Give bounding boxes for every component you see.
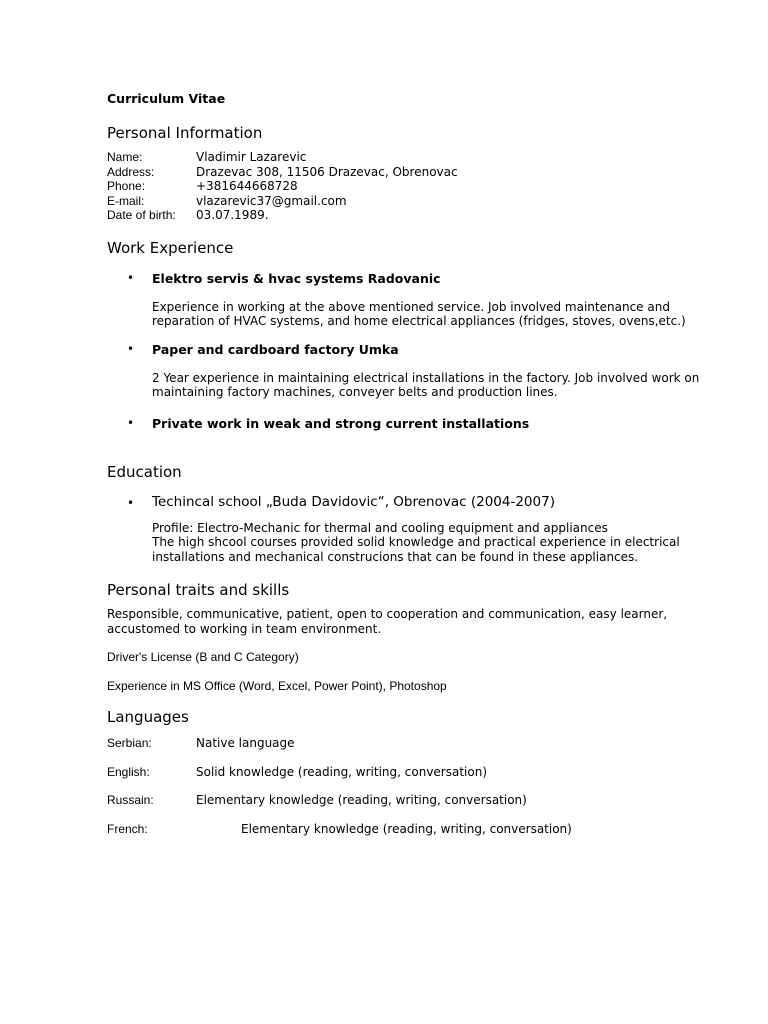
work-experience-heading: Work Experience: [107, 238, 234, 257]
info-value: vlazarevic37@gmail.com: [196, 193, 347, 208]
education-line: The high shcool courses provided solid knowledge and practical experience in electrical: [152, 535, 680, 549]
bullet: •: [127, 495, 135, 510]
traits-paragraph: [107, 607, 727, 636]
bullet: •: [127, 270, 135, 285]
languages-heading: Languages: [107, 708, 189, 726]
language-row-french: [107, 822, 727, 837]
cv-page: [107, 91, 727, 836]
language-row-serbian: [107, 736, 727, 751]
education-line: installations and mechanical construcions that can be found in these appliances.: [152, 549, 639, 564]
language-label: English:: [107, 764, 150, 779]
job-title: Paper and cardboard factory Umka: [152, 341, 399, 357]
languages-table: [107, 736, 727, 836]
language-level: Elementary knowledge (reading, writing, conversation): [241, 821, 572, 836]
education-item: [107, 494, 727, 565]
info-row-dob: [107, 208, 727, 223]
language-row-english: [107, 765, 727, 780]
bullet: •: [127, 415, 135, 430]
job-description-line: 2 Year experience in maintaining electrical installations in the factory. Job involved work on: [152, 370, 700, 385]
document-title: Curriculum Vitae: [107, 91, 226, 106]
info-value: Vladimir Lazarevic: [196, 150, 307, 164]
job-description-line: maintaining factory machines, conveyer belts and production lines.: [152, 385, 558, 399]
education-description: [152, 521, 727, 565]
job-description-line: Experience in working at the above mentioned service. Job involved maintenance and: [152, 299, 670, 314]
traits-line: Responsible, communicative, patient, open to cooperation and communication, easy learner,: [107, 607, 668, 621]
job-description: [152, 371, 727, 400]
job-description-line: reparation of HVAC systems, and home electrical appliances (fridges, stoves, ovens,etc.): [152, 314, 686, 328]
drivers-license: Driver's License (B and C Category): [107, 650, 299, 664]
software-skills: Experience in MS Office (Word, Excel, Power Point), Photoshop: [107, 678, 447, 693]
traits-line: accustomed to working in team environment.: [107, 621, 382, 636]
info-row-email: [107, 194, 727, 209]
job-title: Elektro servis & hvac systems Radovanic: [152, 270, 441, 286]
info-row-address: [107, 165, 727, 180]
info-value: 03.07.1989.: [196, 208, 269, 222]
language-label: French:: [107, 821, 148, 836]
language-level: Native language: [196, 736, 295, 750]
bullet: •: [127, 341, 135, 356]
education-heading: Education: [107, 462, 182, 481]
job-description: [152, 300, 727, 329]
language-level: Solid knowledge (reading, writing, conversation): [196, 764, 488, 779]
job-item: [107, 271, 727, 329]
info-label: Phone:: [107, 179, 146, 193]
info-value: Drazevac 308, 11506 Drazevac, Obrenovac: [196, 164, 458, 179]
info-row-name: [107, 150, 727, 165]
info-label: Address:: [107, 164, 155, 179]
personal-info-table: [107, 150, 727, 223]
job-item: [107, 342, 727, 400]
language-label: Serbian:: [107, 736, 152, 750]
school-name: Techincal school „Buda Davidovic“, Obrenovac (2004-2007): [152, 493, 555, 510]
job-item: [107, 416, 727, 432]
info-label: E-mail:: [107, 193, 145, 208]
job-title: Private work in weak and strong current installations: [152, 415, 530, 431]
info-label: Name:: [107, 150, 143, 164]
traits-heading: Personal traits and skills: [107, 581, 290, 599]
info-row-phone: [107, 179, 727, 194]
language-row-russian: [107, 793, 727, 808]
info-label: Date of birth:: [107, 208, 176, 222]
personal-info-heading: Personal Information: [107, 124, 263, 142]
education-line: Profile: Electro-Mechanic for thermal and cooling equipment and appliances: [152, 520, 608, 535]
language-label: Russain:: [107, 793, 154, 807]
info-value: +381644668728: [196, 179, 298, 193]
language-level: Elementary knowledge (reading, writing, conversation): [196, 793, 527, 807]
